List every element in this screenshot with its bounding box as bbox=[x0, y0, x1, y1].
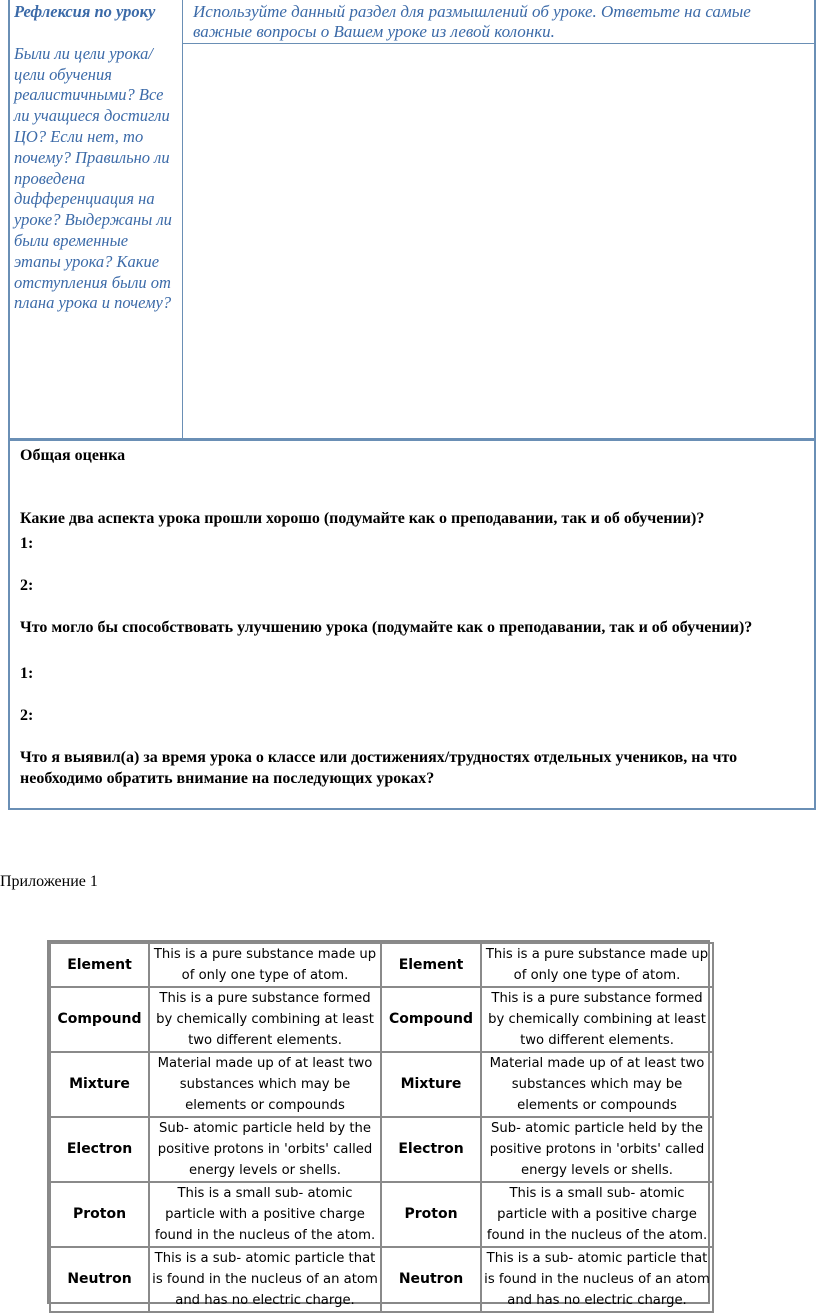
term-cell: Neutron bbox=[50, 1247, 149, 1312]
definition-cell: This is a sub- atomic particle that is found in the nucleus of an atom and has no electric charge. bbox=[149, 1247, 381, 1312]
summary-question-3: Что я выявил(а) за время урока о классе или достижениях/трудностях отдельных учеников, на что необходимо обратить внимание на последующих уроках? bbox=[20, 749, 738, 787]
table-row bbox=[50, 1182, 713, 1247]
definition-cell: Material made up of at least two substances which may be elements or compounds bbox=[481, 1052, 713, 1117]
reflection-left-cell bbox=[10, 0, 183, 438]
table-row bbox=[50, 1052, 713, 1117]
term-cell: Electron bbox=[50, 1117, 149, 1182]
reflection-table bbox=[8, 0, 816, 440]
table-row bbox=[50, 1117, 713, 1182]
term-cell: Compound bbox=[381, 987, 481, 1052]
definition-cell: This is a pure substance made up of only one type of atom. bbox=[149, 943, 381, 987]
definition-cell: This is a small sub- atomic particle with a positive charge found in the nucleus of the atom. bbox=[149, 1182, 381, 1247]
vocabulary-table bbox=[47, 940, 710, 1308]
definition-cell: This is a sub- atomic particle that is found in the nucleus of an atom and has no electric charge. bbox=[481, 1247, 713, 1312]
definition-cell: Sub- atomic particle held by the positive protons in 'orbits' called energy levels or shells. bbox=[149, 1117, 381, 1182]
reflection-questions: Были ли цели урока/цели обучения реалистичными? Все ли учащиеся достигли ЦО? Если нет, то почему? Правильно ли проведена дифференциация на уроке? Выдержаны ли были временные этапы урока? Какие отступления были от плана урока и почему? bbox=[14, 43, 172, 313]
definition-cell: This is a pure substance formed by chemically combining at least two different elements. bbox=[481, 987, 713, 1052]
reflection-title: Рефлексия по уроку bbox=[14, 2, 156, 21]
summary-cell bbox=[8, 440, 816, 810]
summary-q1-item-2: 2: bbox=[20, 577, 34, 594]
term-cell: Proton bbox=[50, 1182, 149, 1247]
definition-cell: This is a small sub- atomic particle with a positive charge found in the nucleus of the atom. bbox=[481, 1182, 713, 1247]
definition-cell: Sub- atomic particle held by the positive protons in 'orbits' called energy levels or shells. bbox=[481, 1117, 713, 1182]
term-cell: Mixture bbox=[50, 1052, 149, 1117]
term-cell: Element bbox=[381, 943, 481, 987]
term-cell: Mixture bbox=[381, 1052, 481, 1117]
term-cell: Compound bbox=[50, 987, 149, 1052]
term-cell: Neutron bbox=[381, 1247, 481, 1312]
term-cell: Proton bbox=[381, 1182, 481, 1247]
table-row bbox=[50, 1247, 713, 1312]
appendix-label: Приложение 1 bbox=[0, 873, 98, 890]
table-row bbox=[50, 987, 713, 1052]
summary-q1-item-1: 1: bbox=[20, 535, 34, 552]
summary-q2-item-1: 1: bbox=[20, 665, 34, 682]
definition-cell: Material made up of at least two substances which may be elements or compounds bbox=[149, 1052, 381, 1117]
summary-heading: Общая оценка bbox=[20, 447, 126, 464]
definition-cell: This is a pure substance made up of only one type of atom. bbox=[481, 943, 713, 987]
term-cell: Element bbox=[50, 943, 149, 987]
definition-cell: This is a pure substance formed by chemically combining at least two different elements. bbox=[149, 987, 381, 1052]
summary-question-1: Какие два аспекта урока прошли хорошо (подумайте как о преподавании, так и об обучении)? bbox=[20, 510, 705, 527]
term-cell: Electron bbox=[381, 1117, 481, 1182]
table-row bbox=[50, 943, 713, 987]
summary-q2-item-2: 2: bbox=[20, 707, 34, 724]
summary-question-2: Что могло бы способствовать улучшению урока (подумайте как о преподавании, так и об обучении)? bbox=[20, 619, 753, 636]
reflection-instruction: Используйте данный раздел для размышлений об уроке. Ответьте на самые важные вопросы о Вашем уроке из левой колонки. bbox=[183, 0, 814, 44]
